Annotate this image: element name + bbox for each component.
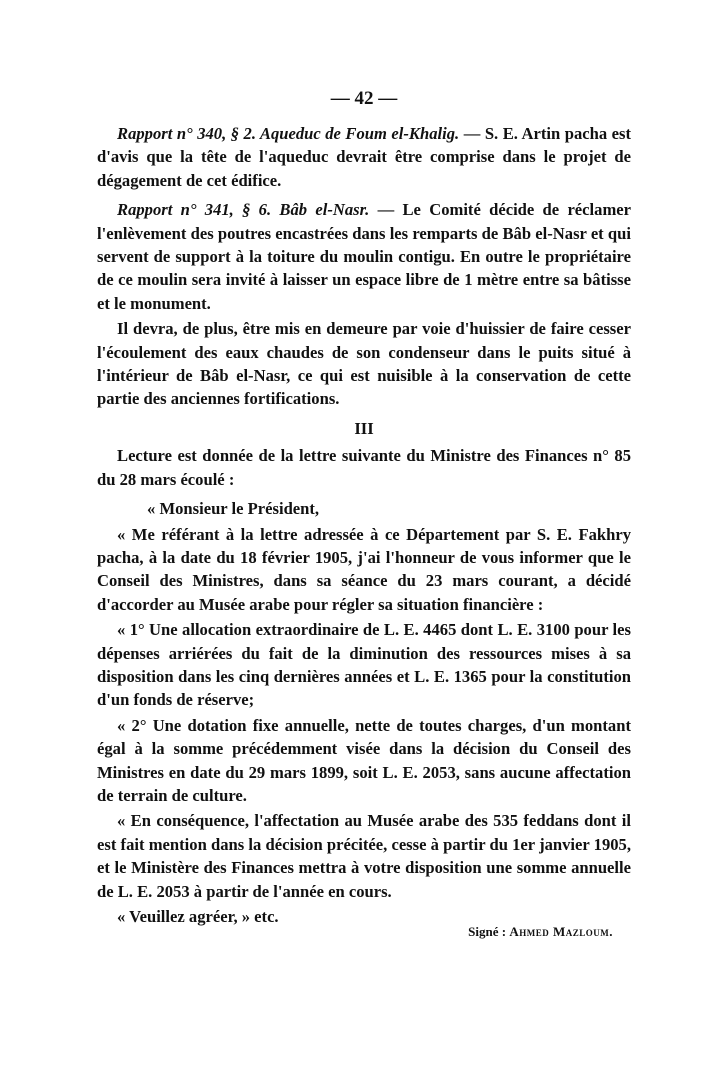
signature-label: Signé : (468, 924, 507, 940)
page-number: — 42 — (330, 88, 398, 109)
letter-closing: « Veuillez agréer, » etc. (117, 907, 279, 926)
document-page (97, 88, 631, 940)
paragraph-rapport-341 (97, 198, 631, 315)
signature-name: Ahmed Mazloum. (509, 924, 613, 940)
letter-paragraph-allocation: « 1° Une allocation extraordinaire de L. E. 4465 dont L. E. 3100 pour les dépenses arriérées du fait de la diminution des ressources mises à sa disposition dans les cinq dernières années et L. E. 1365 pour la constitution d'un fonds de réserve; (97, 620, 631, 710)
letter-paragraph-consequence: « En conséquence, l'affectation au Musée arabe des 535 feddans dont il est fait mention dans la décision précitée, cesse à partir du 1er janvier 1905, et le Ministère des Finances mettra à votre disposition une somme annuelle de L. E. 2053 à partir de l'année en cours. (97, 811, 631, 901)
paragraph-rapport-340 (97, 122, 631, 192)
rapport-341-text: — Le Comité décide de réclamer l'enlèvement des poutres encastrées dans les remparts de Bâb el-Nasr et qui servent de support à la toiture du moulin contigu. En outre le propriétaire de ce moulin sera invité à laisser un espace libre de 1 mètre entre sa bâtisse et le monument. (97, 200, 631, 313)
section-heading: III (354, 418, 374, 438)
rapport-340-reference: Rapport n° 340, § 2. Aqueduc de Foum el-Khalig. (117, 124, 460, 143)
letter-paragraph-intro: « Me référant à la lettre adressée à ce Département par S. E. Fakhry pacha, à la date du 18 février 1905, j'ai l'honneur de vous informer que le Conseil des Ministres, dans sa séance du 23 mars courant, a décidé d'accorder au Musée arabe pour régler sa situation financière : (97, 524, 631, 614)
letter-salutation: « Monsieur le Président, (147, 499, 320, 519)
rapport-341-reference: Rapport n° 341, § 6. Bâb el-Nasr. (117, 200, 370, 220)
rapport-340-text: — S. E. Artin pacha est d'avis que la tête de l'aqueduc devrait être comprise dans le projet de dégagement de cet édifice. (97, 124, 631, 190)
letter-paragraph-dotation: « 2° Une dotation fixe annuelle, nette de toutes charges, d'un montant égal à la somme précédemment visée dans la décision du Conseil des Ministres en date du 29 mars 1899, soit L. E. 2053, sans aucune affectation de terrain de culture. (97, 715, 631, 805)
paragraph-huissier: Il devra, de plus, être mis en demeure par voie d'huissier de faire cesser l'écoulement des eaux chaudes de son condenseur dans le puits situé à l'intérieur de Bâb el-Nasr, ce qui est nuisible à la conservation de cette partie des anciennes fortifications. (97, 319, 631, 409)
paragraph-lecture: Lecture est donnée de la lettre suivante du Ministre des Finances n° 85 du 28 mars écoulé : (97, 446, 631, 489)
